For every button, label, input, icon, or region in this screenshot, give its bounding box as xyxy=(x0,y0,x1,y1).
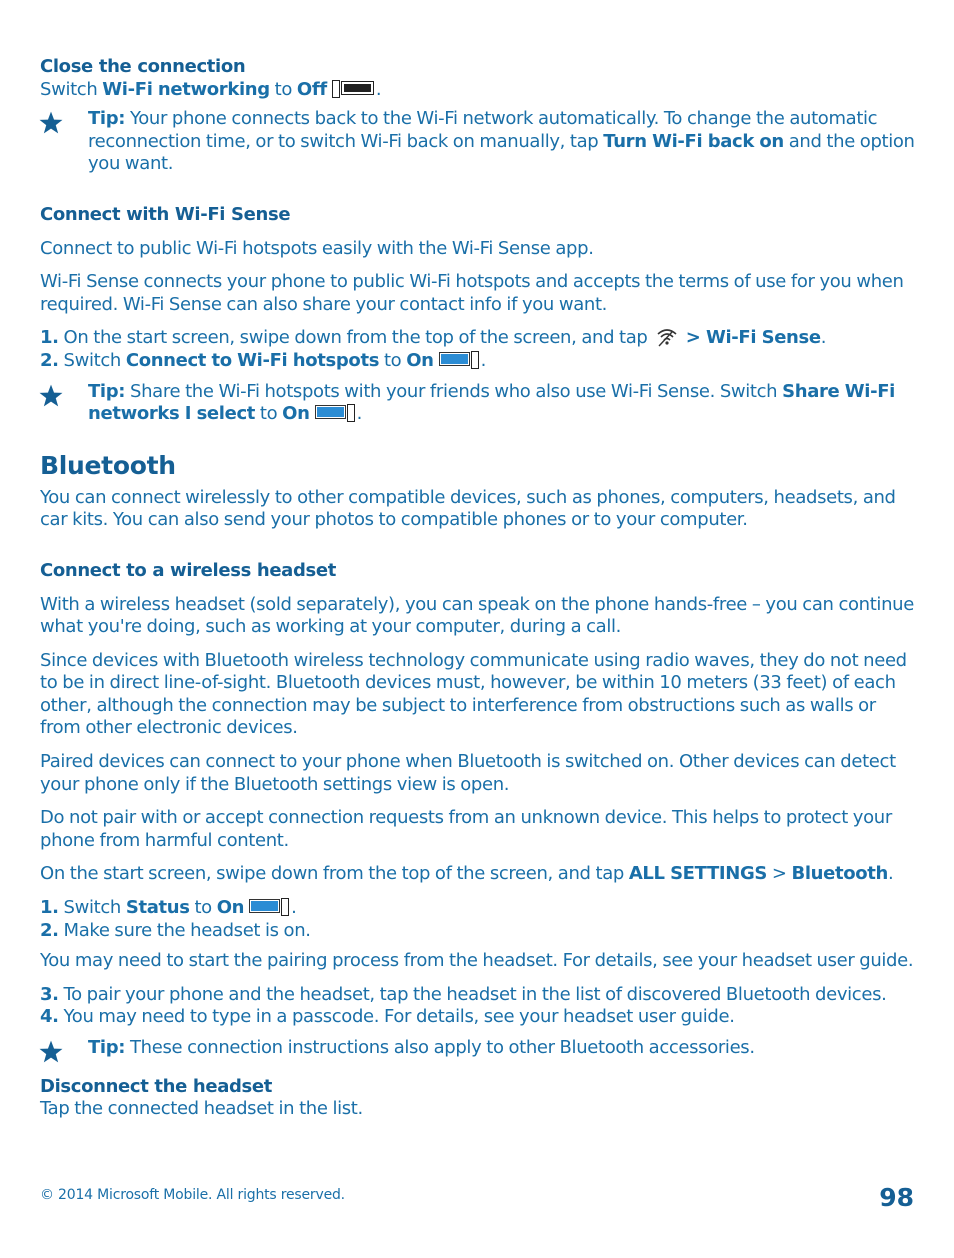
text-run: Switch xyxy=(58,349,126,371)
wifi-sense-label: Wi-Fi Sense xyxy=(705,327,821,349)
tip-accessories xyxy=(40,1037,920,1060)
headset-para3: Paired devices can connect to your phone when Bluetooth is switched on. Other devices can detect your phone only if the Bluetooth settings view is open. xyxy=(40,751,896,795)
tip-share-hotspots-text xyxy=(88,381,920,426)
step-number: 4. xyxy=(40,1006,59,1028)
connect-hotspots-label: Connect to Wi-Fi hotspots xyxy=(125,349,380,371)
text-run: Switch xyxy=(40,78,103,100)
tip-label: Tip: xyxy=(88,380,126,402)
status-label: Status xyxy=(125,897,190,919)
text-run: . xyxy=(291,897,297,919)
disconnect-heading: Disconnect the headset xyxy=(40,1075,273,1097)
headset-step4 xyxy=(40,1006,920,1029)
text-run: to xyxy=(255,403,283,425)
text-run: to xyxy=(269,78,297,100)
tip-accessories-text xyxy=(88,1037,920,1060)
step-number: 1. xyxy=(40,897,59,919)
page-number: 98 xyxy=(879,1183,914,1212)
headset-para1: With a wireless headset (sold separately), you can speak on the phone hands-free – you can continue what you're doing, such as working at your computer, during a call. xyxy=(40,593,914,638)
text-run: Switch xyxy=(58,897,126,919)
text-run: . xyxy=(375,78,382,100)
bluetooth-label: Bluetooth xyxy=(791,863,889,885)
toggle-on-icon xyxy=(249,898,289,916)
close-connection-heading: Close the connection xyxy=(40,56,246,77)
toggle-on-icon xyxy=(315,404,355,422)
text-run: Make sure the headset is on. xyxy=(58,919,311,941)
text-run: On the start screen, swipe down from the top of the screen, and tap xyxy=(40,863,629,885)
on-label: On xyxy=(216,897,245,919)
headset-para6: You may need to start the pairing process from the headset. For details, see your headset user guide. xyxy=(40,950,914,972)
step-number: 2. xyxy=(40,919,59,941)
on-label: On xyxy=(282,403,310,425)
text-run: > xyxy=(680,327,706,349)
bluetooth-title: Bluetooth xyxy=(40,450,176,480)
on-label: On xyxy=(406,349,434,371)
text-run: to xyxy=(379,349,407,371)
headset-para5 xyxy=(40,863,920,886)
star-icon xyxy=(38,383,64,409)
text-run: > xyxy=(767,863,792,885)
tip-share-hotspots xyxy=(40,381,920,426)
headset-para4: Do not pair with or accept connection requests from an unknown device. This helps to protect your phone from harmful content. xyxy=(40,807,892,851)
wifi-sense-para1: Connect to public Wi-Fi hotspots easily with the Wi-Fi Sense app. xyxy=(40,237,594,259)
step-number: 3. xyxy=(40,983,59,1005)
text-run: Your phone connects back to the Wi-Fi network automatically. To change the automatic reconnection time, or to switch Wi-Fi back on manually, tap xyxy=(88,108,878,152)
close-connection-text xyxy=(40,79,920,102)
wifi-sense-para2: Wi-Fi Sense connects your phone to public Wi-Fi hotspots and accepts the terms of use for you when required. Wi-Fi Sense can also share your contact info if you want. xyxy=(40,271,904,315)
wifi-sense-icon xyxy=(656,327,678,347)
toggle-on-icon xyxy=(439,351,479,369)
tip-reconnect-text xyxy=(88,108,920,176)
wifi-sense-step2 xyxy=(40,350,920,373)
text-run: . xyxy=(820,327,827,349)
tip-reconnect xyxy=(40,108,920,176)
bluetooth-intro: You can connect wirelessly to other compatible devices, such as phones, computers, headsets, and car kits. You can also send your photos to compatible phones or to your computer. xyxy=(40,486,896,531)
text-run: To pair your phone and the headset, tap the headset in the list of discovered Bluetooth devices. xyxy=(58,983,887,1005)
text-run: . xyxy=(888,863,894,885)
headset-heading: Connect to a wireless headset xyxy=(40,559,336,581)
tip-label: Tip: xyxy=(88,1037,126,1058)
text-run: On the start screen, swipe down from the top of the screen, and tap xyxy=(58,327,653,349)
toggle-off-icon xyxy=(332,80,374,98)
step-number: 1. xyxy=(40,327,59,349)
text-run: These connection instructions also apply to other Bluetooth accessories. xyxy=(125,1037,755,1058)
text-run: . xyxy=(356,403,362,425)
wifi-sense-step1 xyxy=(40,327,920,350)
disconnect-text: Tap the connected headset in the list. xyxy=(40,1098,363,1120)
wifi-sense-heading: Connect with Wi-Fi Sense xyxy=(40,203,291,225)
step-number: 2. xyxy=(40,349,59,371)
text-run: . xyxy=(480,349,486,371)
copyright-footer: © 2014 Microsoft Mobile. All rights reserved. xyxy=(40,1187,345,1203)
star-icon xyxy=(38,110,64,136)
wifi-networking-label: Wi-Fi networking xyxy=(102,78,270,100)
headset-step2 xyxy=(40,920,920,943)
share-networks-label: Share Wi-Fi networks I select xyxy=(88,380,895,425)
off-label: Off xyxy=(296,78,327,100)
text-run: to xyxy=(189,897,217,919)
all-settings-label: ALL SETTINGS xyxy=(628,863,767,885)
headset-para2: Since devices with Bluetooth wireless technology communicate using radio waves, they do not need to be in direct line-of-sight. Bluetooth devices must, however, be within 10 meters (33 feet) of each other, although the connection may be subject to interference from obstructions such as walls or from other electronic devices. xyxy=(40,649,907,739)
page-content xyxy=(40,56,920,1121)
text-run: You may need to type in a passcode. For details, see your headset user guide. xyxy=(58,1006,735,1028)
headset-step1 xyxy=(40,897,920,920)
star-icon xyxy=(38,1039,64,1065)
text-run: and the option you want. xyxy=(88,130,915,175)
text-run: Share the Wi-Fi hotspots with your friends who also use Wi-Fi Sense. Switch xyxy=(125,380,783,402)
turn-wifi-back-on-label: Turn Wi-Fi back on xyxy=(603,130,784,152)
headset-step3 xyxy=(40,984,920,1007)
tip-label: Tip: xyxy=(88,108,126,130)
